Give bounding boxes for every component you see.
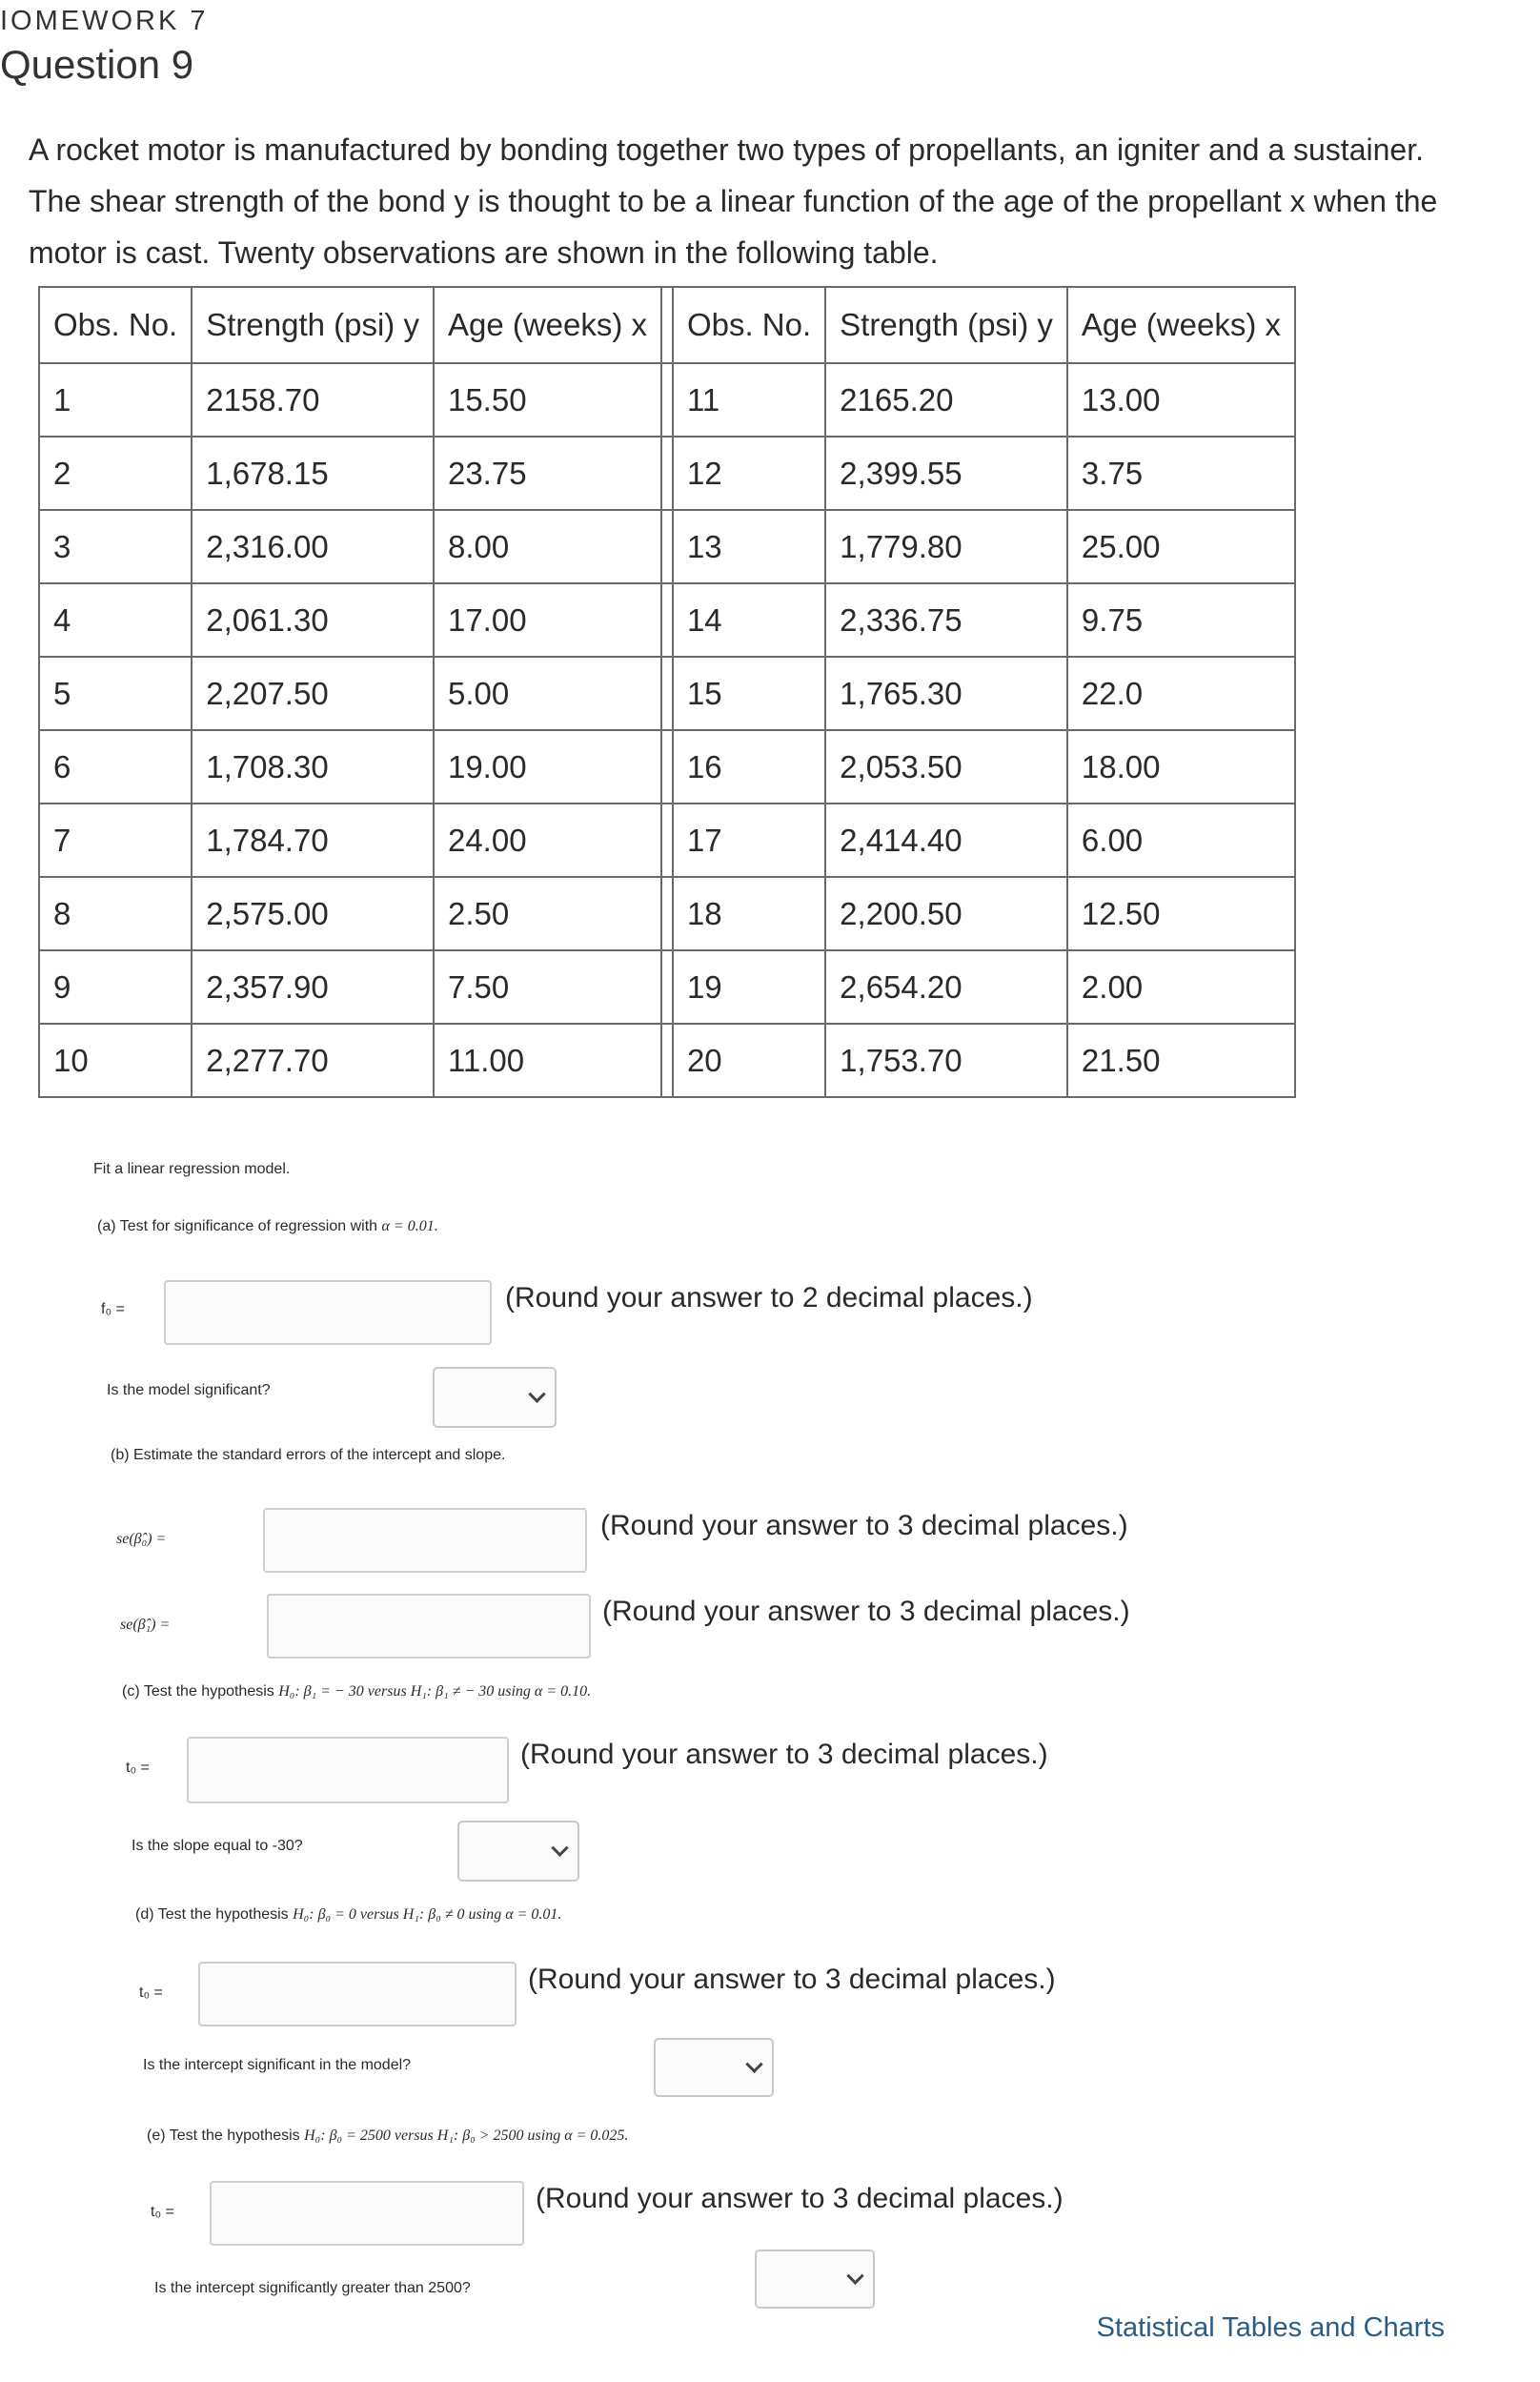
table-row bbox=[39, 583, 1295, 657]
cell-obs: 5 bbox=[39, 657, 192, 730]
cell-age: 8.00 bbox=[434, 510, 661, 583]
cell-obs: 14 bbox=[673, 583, 825, 657]
cell-strength: 2,207.50 bbox=[192, 657, 434, 730]
cell-obs: 2 bbox=[39, 437, 192, 510]
cell-obs: 4 bbox=[39, 583, 192, 657]
cell-strength: 1,779.80 bbox=[825, 510, 1067, 583]
model-significant-select[interactable] bbox=[433, 1367, 557, 1428]
cell-obs: 6 bbox=[39, 730, 192, 804]
round-note-e: (Round your answer to 3 decimal places.) bbox=[536, 2183, 1064, 2214]
cell-age: 24.00 bbox=[434, 804, 661, 877]
cell-strength: 2,061.30 bbox=[192, 583, 434, 657]
intercept-question: Is the intercept significant in the model? bbox=[143, 2057, 412, 2073]
f0-label: f₀ = bbox=[101, 1301, 125, 1317]
round-note-a: (Round your answer to 2 decimal places.) bbox=[505, 1282, 1033, 1313]
cell-obs: 12 bbox=[673, 437, 825, 510]
cell-age: 18.00 bbox=[1067, 730, 1295, 804]
header-obs-no: Obs. No. bbox=[673, 287, 825, 363]
cell-age: 11.00 bbox=[434, 1024, 661, 1097]
cell-age: 2.00 bbox=[1067, 950, 1295, 1024]
cell-obs: 3 bbox=[39, 510, 192, 583]
header-age: Age (weeks) x bbox=[434, 287, 661, 363]
cell-age: 6.00 bbox=[1067, 804, 1295, 877]
t0-input-c[interactable] bbox=[187, 1737, 509, 1803]
header-obs-no: Obs. No. bbox=[39, 287, 192, 363]
table-gap bbox=[661, 877, 673, 950]
cell-strength: 2,575.00 bbox=[192, 877, 434, 950]
round-note-b1: (Round your answer to 3 decimal places.) bbox=[602, 1596, 1130, 1627]
table-row bbox=[39, 437, 1295, 510]
part-a-math: α = 0.01. bbox=[381, 1218, 438, 1234]
cell-age: 19.00 bbox=[434, 730, 661, 804]
model-significant-question: Is the model significant? bbox=[107, 1382, 271, 1398]
table-gap bbox=[661, 363, 673, 437]
cell-strength: 1,708.30 bbox=[192, 730, 434, 804]
header-age: Age (weeks) x bbox=[1067, 287, 1295, 363]
statistical-tables-link[interactable]: Statistical Tables and Charts bbox=[1096, 2312, 1445, 2343]
part-a-text: (a) Test for significance of regression with bbox=[97, 1218, 382, 1234]
table-gap bbox=[661, 950, 673, 1024]
table-row bbox=[39, 1024, 1295, 1097]
part-e-text: (e) Test the hypothesis bbox=[147, 2128, 305, 2144]
slope-select[interactable] bbox=[457, 1821, 579, 1882]
round-note-b0: (Round your answer to 3 decimal places.) bbox=[600, 1510, 1128, 1541]
cell-strength: 2,654.20 bbox=[825, 950, 1067, 1024]
se-b1-input[interactable] bbox=[267, 1594, 591, 1659]
cell-obs: 19 bbox=[673, 950, 825, 1024]
cell-strength: 2,414.40 bbox=[825, 804, 1067, 877]
cell-strength: 2,277.70 bbox=[192, 1024, 434, 1097]
cell-obs: 11 bbox=[673, 363, 825, 437]
table-row bbox=[39, 510, 1295, 583]
cell-age: 25.00 bbox=[1067, 510, 1295, 583]
part-c-math: H₀: β₁ = − 30 versus H₁: β₁ ≠ − 30 using α = 0.10. bbox=[278, 1683, 592, 1700]
cell-strength: 2,200.50 bbox=[825, 877, 1067, 950]
slope-question: Is the slope equal to -30? bbox=[132, 1838, 303, 1854]
cell-age: 23.75 bbox=[434, 437, 661, 510]
cell-obs: 8 bbox=[39, 877, 192, 950]
part-c-text: (c) Test the hypothesis bbox=[122, 1683, 279, 1700]
cell-age: 17.00 bbox=[434, 583, 661, 657]
table-gap bbox=[661, 287, 673, 363]
cell-strength: 2,399.55 bbox=[825, 437, 1067, 510]
cell-age: 3.75 bbox=[1067, 437, 1295, 510]
chevron-down-icon bbox=[551, 1840, 568, 1857]
cell-age: 7.50 bbox=[434, 950, 661, 1024]
cell-age: 21.50 bbox=[1067, 1024, 1295, 1097]
table-gap bbox=[661, 804, 673, 877]
cell-obs: 1 bbox=[39, 363, 192, 437]
homework-kicker: IOMEWORK 7 bbox=[0, 6, 209, 36]
part-d-text: (d) Test the hypothesis bbox=[135, 1906, 294, 1923]
se-b0-input[interactable] bbox=[263, 1508, 587, 1573]
table-gap bbox=[661, 510, 673, 583]
cell-strength: 2165.20 bbox=[825, 363, 1067, 437]
cell-obs: 16 bbox=[673, 730, 825, 804]
table-row bbox=[39, 877, 1295, 950]
cell-strength: 2,316.00 bbox=[192, 510, 434, 583]
part-a-label bbox=[97, 1218, 438, 1235]
part-b-label: (b) Estimate the standard errors of the intercept and slope. bbox=[111, 1447, 506, 1463]
table-gap bbox=[661, 1024, 673, 1097]
f0-input[interactable] bbox=[164, 1280, 492, 1345]
cell-age: 13.00 bbox=[1067, 363, 1295, 437]
cell-age: 2.50 bbox=[434, 877, 661, 950]
t0-input-e[interactable] bbox=[210, 2181, 524, 2246]
fit-model-label: Fit a linear regression model. bbox=[93, 1161, 291, 1177]
header-strength: Strength (psi) y bbox=[825, 287, 1067, 363]
cell-obs: 9 bbox=[39, 950, 192, 1024]
intercept-greater-question: Is the intercept significantly greater than 2500? bbox=[154, 2280, 471, 2296]
part-c-label bbox=[122, 1683, 591, 1700]
cell-age: 12.50 bbox=[1067, 877, 1295, 950]
header-strength: Strength (psi) y bbox=[192, 287, 434, 363]
cell-age: 15.50 bbox=[434, 363, 661, 437]
table-row bbox=[39, 804, 1295, 877]
t0-label-d: t₀ = bbox=[139, 1985, 163, 2001]
cell-strength: 2158.70 bbox=[192, 363, 434, 437]
table-gap bbox=[661, 657, 673, 730]
part-e-label bbox=[147, 2128, 628, 2145]
cell-obs: 18 bbox=[673, 877, 825, 950]
table-row bbox=[39, 950, 1295, 1024]
t0-input-d[interactable] bbox=[198, 1962, 517, 2026]
chevron-down-icon bbox=[528, 1386, 545, 1403]
round-note-c: (Round your answer to 3 decimal places.) bbox=[520, 1739, 1048, 1770]
cell-obs: 17 bbox=[673, 804, 825, 877]
t0-label-e: t₀ = bbox=[151, 2204, 174, 2220]
cell-strength: 1,753.70 bbox=[825, 1024, 1067, 1097]
cell-age: 9.75 bbox=[1067, 583, 1295, 657]
chevron-down-icon bbox=[846, 2268, 863, 2285]
table-row bbox=[39, 657, 1295, 730]
se-b1-label: se(β̂₁) = bbox=[120, 1617, 171, 1633]
cell-obs: 15 bbox=[673, 657, 825, 730]
cell-obs: 10 bbox=[39, 1024, 192, 1097]
se-b0-label: se(β̂₀) = bbox=[116, 1531, 167, 1547]
intercept-select[interactable] bbox=[654, 2038, 774, 2097]
cell-obs: 20 bbox=[673, 1024, 825, 1097]
cell-obs: 7 bbox=[39, 804, 192, 877]
table-gap bbox=[661, 730, 673, 804]
observations-table bbox=[38, 286, 1296, 1098]
part-e-math: H₀: β₀ = 2500 versus H₁: β₀ > 2500 using α = 0.025. bbox=[304, 2128, 629, 2144]
chevron-down-icon bbox=[745, 2056, 762, 2073]
cell-age: 22.0 bbox=[1067, 657, 1295, 730]
question-title: Question 9 bbox=[0, 42, 194, 87]
part-d-math: H₀: β₀ = 0 versus H₁: β₀ ≠ 0 using α = 0.01. bbox=[293, 1906, 562, 1923]
cell-strength: 1,678.15 bbox=[192, 437, 434, 510]
cell-age: 5.00 bbox=[434, 657, 661, 730]
round-note-d: (Round your answer to 3 decimal places.) bbox=[528, 1964, 1056, 1995]
table-row bbox=[39, 363, 1295, 437]
problem-prompt: A rocket motor is manufactured by bonding together two types of propellants, an igniter and a sustainer. The shear strength of the bond y is thought to be a linear function of the age of the propellant x when the motor is cast. Twenty observations are shown in the following table. bbox=[29, 132, 1438, 270]
cell-strength: 2,053.50 bbox=[825, 730, 1067, 804]
cell-strength: 2,336.75 bbox=[825, 583, 1067, 657]
intercept-greater-select[interactable] bbox=[755, 2250, 875, 2309]
table-header-row bbox=[39, 287, 1295, 363]
table-gap bbox=[661, 437, 673, 510]
cell-strength: 1,765.30 bbox=[825, 657, 1067, 730]
part-d-label bbox=[135, 1906, 561, 1924]
cell-strength: 2,357.90 bbox=[192, 950, 434, 1024]
cell-obs: 13 bbox=[673, 510, 825, 583]
table-gap bbox=[661, 583, 673, 657]
cell-strength: 1,784.70 bbox=[192, 804, 434, 877]
table-row bbox=[39, 730, 1295, 804]
t0-label-c: t₀ = bbox=[126, 1760, 150, 1776]
